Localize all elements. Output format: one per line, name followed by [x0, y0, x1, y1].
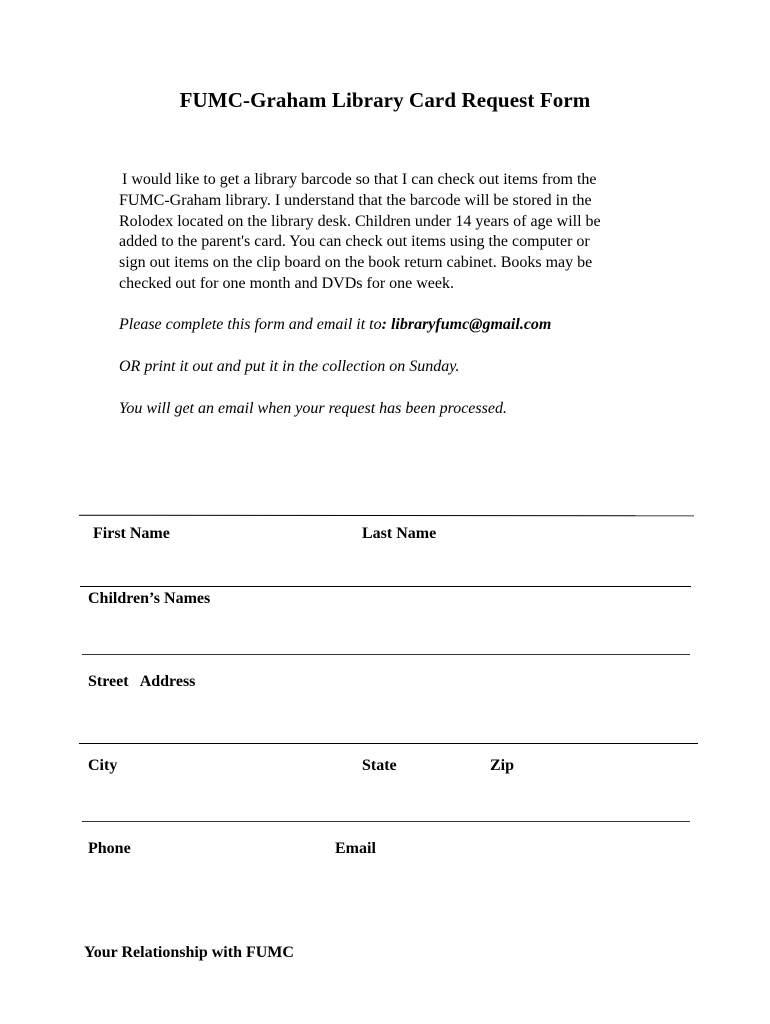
processed-note: You will get an email when your request has been processed.: [119, 400, 507, 417]
city-state-zip-line[interactable]: [79, 743, 698, 744]
form-title: FUMC-Graham Library Card Request Form: [179, 88, 591, 112]
street-address-line[interactable]: [82, 654, 690, 655]
intro-line: sign out items on the clip board on the book return cabinet. Books may be: [119, 254, 593, 272]
intro-line: FUMC-Graham library. I understand that the barcode will be stored in the: [119, 191, 592, 209]
intro-line: added to the parent's card. You can check out items using the computer or: [119, 233, 590, 251]
name-line[interactable]: [79, 515, 694, 517]
city-label: City: [88, 757, 118, 774]
intro-line: Rolodex located on the library desk. Children under 14 years of age will be: [119, 212, 601, 230]
email-instruction-text: Please complete this form and email it to: [119, 316, 382, 333]
children-names-label: Children’s Names: [88, 590, 211, 607]
relationship-label: Your Relationship with FUMC: [84, 944, 294, 961]
email-address[interactable]: : libraryfumc@gmail.com: [381, 316, 552, 333]
street-address-label: Street Address: [88, 673, 196, 690]
first-name-label: First Name: [93, 525, 170, 542]
last-name-label: Last Name: [362, 525, 437, 542]
intro-paragraph: [119, 170, 667, 295]
email-label: Email: [335, 840, 376, 857]
intro-line: I would like to get a library barcode so that I can check out items from the: [122, 171, 597, 188]
print-instruction: OR print it out and put it in the collection on Sunday.: [119, 358, 460, 375]
phone-email-line[interactable]: [82, 821, 690, 822]
zip-label: Zip: [490, 757, 515, 774]
state-label: State: [362, 757, 397, 774]
intro-line: checked out for one month and DVDs for one week.: [119, 274, 455, 292]
children-names-line[interactable]: [80, 586, 691, 587]
email-instruction: [119, 316, 551, 334]
phone-label: Phone: [88, 840, 131, 857]
